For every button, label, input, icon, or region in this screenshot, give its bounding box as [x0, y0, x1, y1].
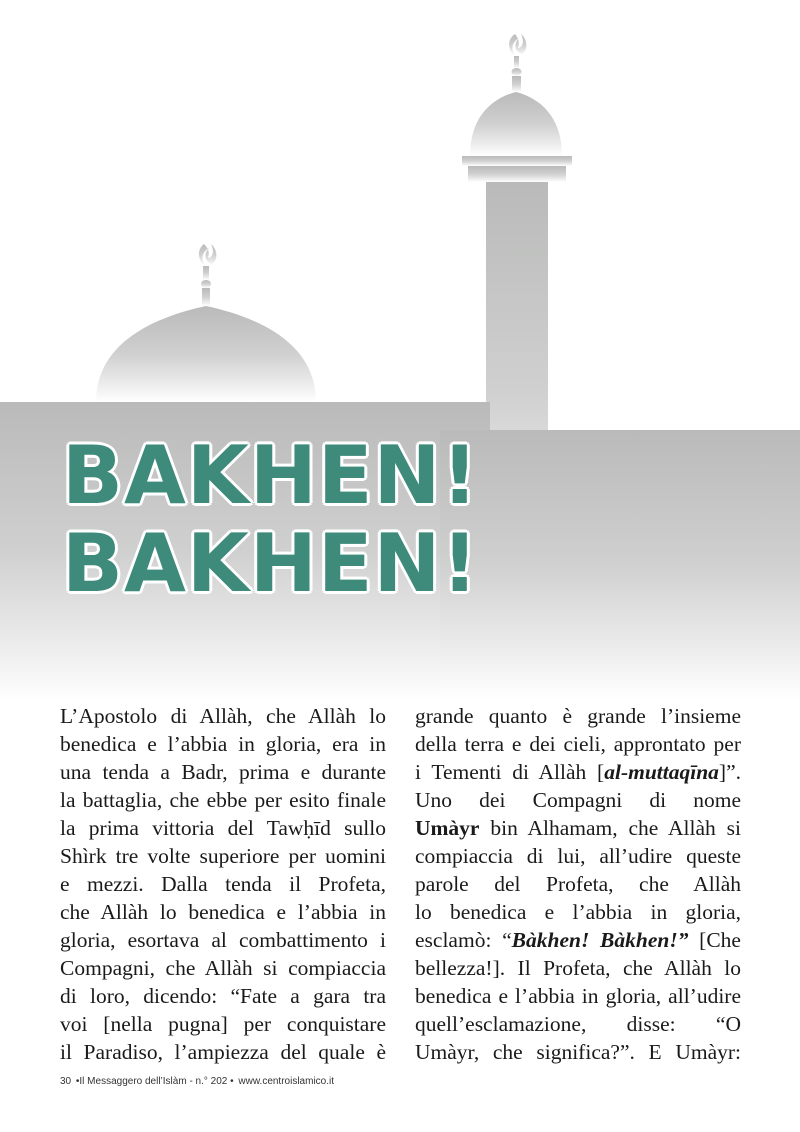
body-line: e mezzi. Dalla tenda il Profeta,	[60, 872, 386, 896]
page-footer	[60, 1076, 336, 1087]
body-line: Shìrk tre volte superiore per uomini	[60, 844, 386, 868]
body-column-right	[415, 702, 741, 1066]
body-line: di loro, dicendo: “Fate a gara tra	[60, 984, 386, 1008]
body-text: ]”.	[718, 760, 741, 784]
article-title-line-1: BAKHEN!	[62, 429, 479, 522]
body-line: lo benedica e l’abbia in gloria,	[415, 900, 741, 924]
body-text: bin Alhamam, che Allàh si	[479, 816, 741, 840]
article-title-line-2: BAKHEN!	[62, 517, 479, 610]
arabic-term-emphasis: al-muttaqīna	[604, 760, 719, 784]
page-number: 30	[60, 1076, 72, 1087]
body-line	[415, 814, 741, 842]
name-emphasis: Umàyr	[415, 816, 480, 840]
body-line: parole del Profeta, che Allàh	[415, 872, 741, 896]
body-line	[415, 758, 741, 786]
body-line: Uno dei Compagni di nome	[415, 788, 741, 812]
body-column-left	[60, 702, 386, 1066]
body-line: gloria, esortava al combattimento i	[60, 928, 386, 952]
body-line: compiaccia di lui, all’udire queste	[415, 844, 741, 868]
body-line: voi [nella pugna] per conquistare	[60, 1012, 386, 1036]
exclamation-emphasis: Bàkhen! Bàkhen!”	[511, 928, 689, 952]
body-line: bellezza!]. Il Profeta, che Allàh lo	[415, 956, 741, 980]
body-line: il Paradiso, l’ampiezza del quale è	[60, 1040, 386, 1064]
magazine-name: •Il Messaggero dell’Islàm - n.° 202 •	[75, 1076, 234, 1087]
body-line: della terra e dei cieli, approntato per	[415, 732, 741, 756]
body-line: Compagni, che Allàh si compiaccia	[60, 956, 386, 980]
body-line: che Allàh lo benedica e l’abbia in	[60, 900, 386, 924]
website-link[interactable]: www.centroislamico.it	[238, 1076, 335, 1087]
body-line	[415, 926, 741, 954]
body-text: i Tementi di Allàh [	[415, 760, 605, 784]
body-line: Umàyr, che significa?”. E Umàyr:	[415, 1040, 741, 1064]
body-line: la prima vittoria del Tawḥīd sullo	[60, 816, 386, 840]
body-line: L’Apostolo di Allàh, che Allàh lo	[60, 704, 386, 728]
body-line: grande quanto è grande l’insieme	[415, 704, 741, 728]
body-text: [Che	[688, 928, 741, 952]
article-title	[62, 429, 479, 610]
body-text: esclamò: “	[415, 928, 512, 952]
body-line: benedica e l’abbia in gloria, era in	[60, 732, 386, 756]
body-line: la battaglia, che ebbe per esito finale	[60, 788, 386, 812]
body-line: benedica e l’abbia in gloria, all’udire	[415, 984, 741, 1008]
body-line: quell’esclamazione, disse: “O	[415, 1012, 741, 1036]
body-line: una tenda a Badr, prima e durante	[60, 760, 386, 784]
